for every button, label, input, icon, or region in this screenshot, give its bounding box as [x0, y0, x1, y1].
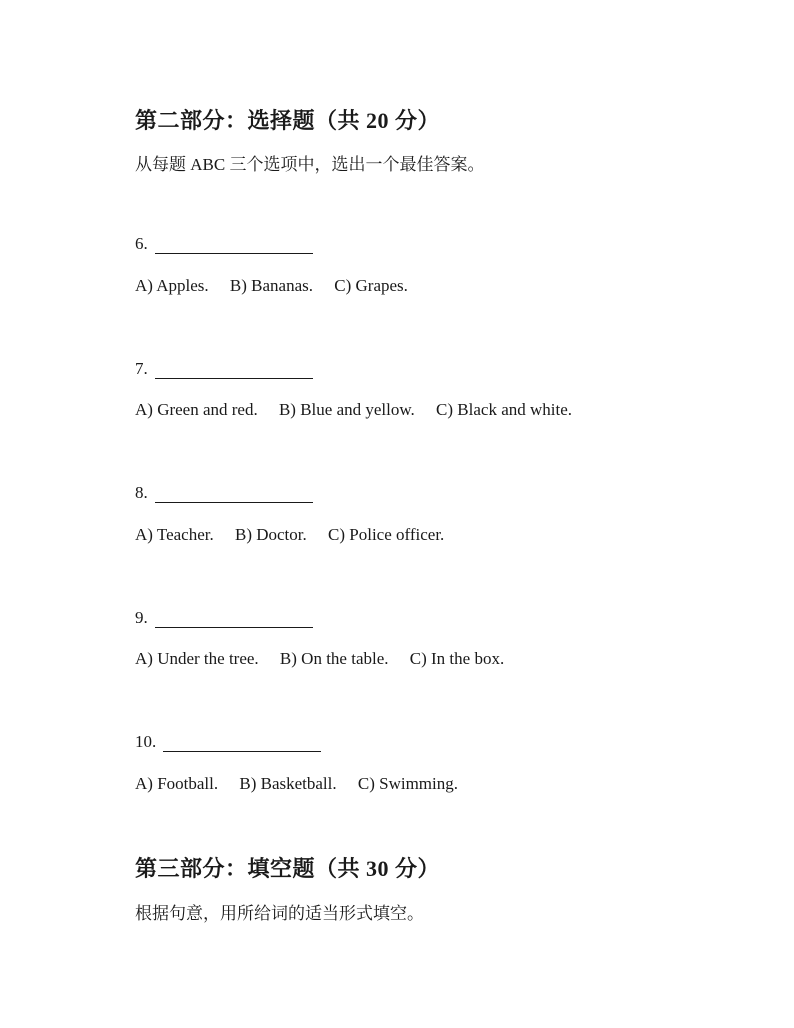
question-8-options — [135, 525, 444, 545]
question-6-options — [135, 276, 408, 296]
option-b: B) Bananas. — [229, 276, 314, 295]
question-7-options — [135, 400, 572, 420]
part-3-heading: 第三部分：填空题（共 30 分） — [135, 856, 441, 881]
question-7 — [135, 359, 313, 379]
question-number: 8. — [135, 483, 148, 502]
part-2-heading: 第二部分：选择题（共 20 分） — [135, 108, 441, 133]
option-b: B) Doctor. — [234, 525, 307, 544]
option-a: A) Teacher. — [135, 525, 214, 544]
answer-blank[interactable] — [155, 611, 313, 628]
answer-blank[interactable] — [155, 237, 313, 254]
answer-blank[interactable] — [163, 735, 321, 752]
option-b: B) Blue and yellow. — [278, 400, 415, 419]
option-b: B) On the table. — [279, 649, 389, 668]
option-c: C) Grapes. — [334, 276, 408, 295]
question-number: 7. — [135, 359, 148, 378]
option-c: C) Black and white. — [436, 400, 573, 419]
question-6 — [135, 234, 313, 254]
option-c: C) In the box. — [409, 649, 505, 668]
question-number: 9. — [135, 608, 148, 627]
question-8 — [135, 483, 313, 503]
question-10 — [135, 732, 321, 752]
option-b: B) Basketball. — [239, 774, 337, 793]
question-9 — [135, 608, 313, 628]
question-number: 6. — [135, 234, 148, 253]
option-a: A) Under the tree. — [135, 649, 259, 668]
question-10-options — [135, 774, 458, 794]
option-c: C) Police officer. — [328, 525, 445, 544]
question-number: 10. — [135, 732, 157, 751]
option-c: C) Swimming. — [357, 774, 458, 793]
answer-blank[interactable] — [155, 486, 313, 503]
part-3-instruction: 根据句意，用所给词的适当形式填空。 — [135, 904, 424, 923]
part-2-instruction: 从每题 ABC 三个选项中，选出一个最佳答案。 — [135, 155, 485, 174]
answer-blank[interactable] — [155, 362, 313, 379]
question-9-options — [135, 649, 504, 669]
option-a: A) Football. — [135, 774, 219, 793]
option-a: A) Green and red. — [135, 400, 258, 419]
option-a: A) Apples. — [135, 276, 209, 295]
